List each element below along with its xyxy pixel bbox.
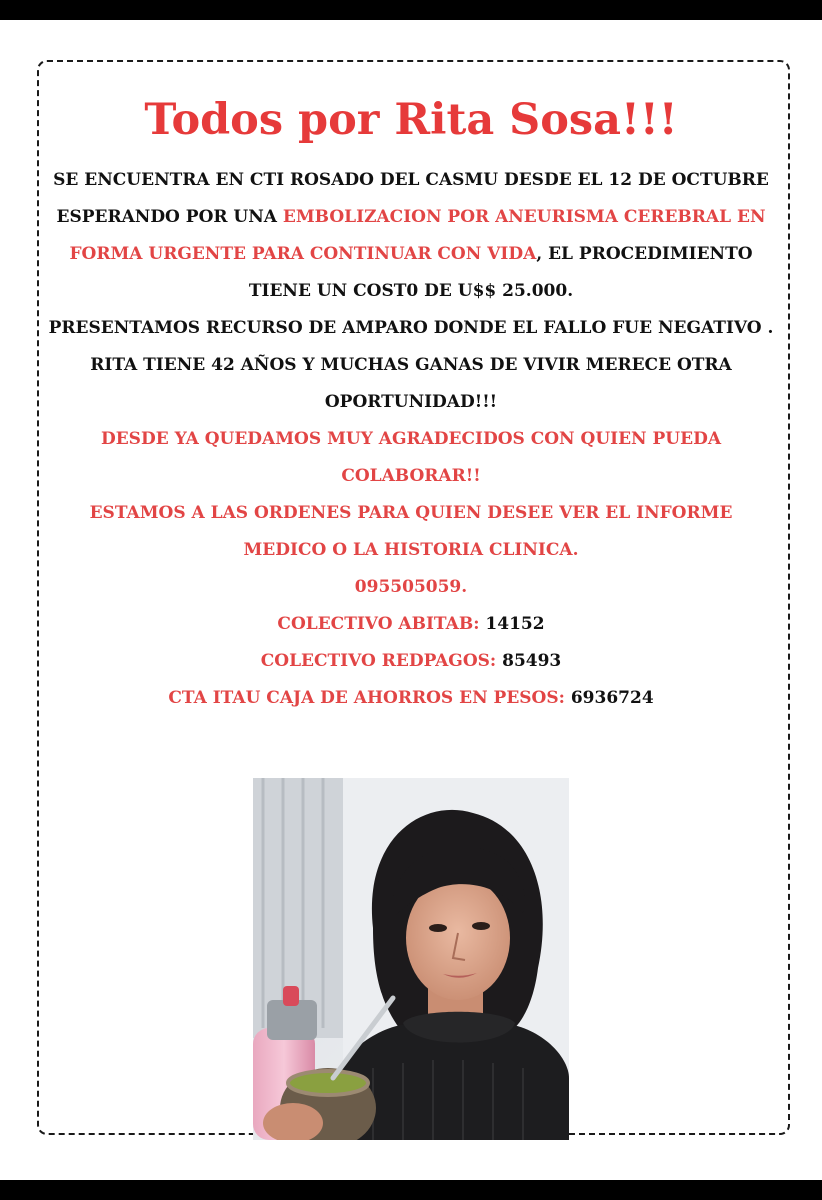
paragraph-situation [48,162,774,310]
poster-sheet [0,20,822,1180]
account-value: 14152 [485,614,545,634]
poster-title: Todos por Rita Sosa!!! [144,95,678,145]
account-value: 85493 [502,651,562,671]
account-redpagos [48,643,774,680]
situation-text-1: SE ENCUENTRA EN CTI ROSADO DEL CASMU DESDE EL 12 DE OCTUBRE ESPERANDO POR UNA [53,170,769,227]
account-value: 6936724 [570,688,654,708]
account-abitab [48,606,774,643]
situation-text-2: , EL PROCEDIMIENTO TIENE UN COST0 DE U$$ 25.000. [248,244,753,301]
phone-number: 095505059. [354,577,468,597]
portrait-illustration [253,778,569,1140]
account-label: COLECTIVO REDPAGOS: [260,651,503,671]
situation-highlight: EMBOLIZACION POR ANEURISMA CEREBRAL EN FORMA URGENTE PARA CONTINUAR CON VIDA [69,207,766,264]
account-itau [48,680,774,717]
rita-photo [253,778,569,1140]
account-label: COLECTIVO ABITAB: [277,614,486,634]
account-label: CTA ITAU CAJA DE AHORROS EN PESOS: [168,688,571,708]
paragraph-amparo: PRESENTAMOS RECURSO DE AMPARO DONDE EL FALLO FUE NEGATIVO . [48,318,774,338]
paragraph-medical-report: ESTAMOS A LAS ORDENES PARA QUIEN DESEE VER EL INFORME MEDICO O LA HISTORIA CLINICA. [89,503,733,560]
paragraph-rita-age: RITA TIENE 42 AÑOS Y MUCHAS GANAS DE VIVIR MERECE OTRA OPORTUNIDAD!!! [90,355,732,412]
poster-body [48,162,774,717]
paragraph-thanks: DESDE YA QUEDAMOS MUY AGRADECIDOS CON QUIEN PUEDA COLABORAR!! [100,429,722,486]
